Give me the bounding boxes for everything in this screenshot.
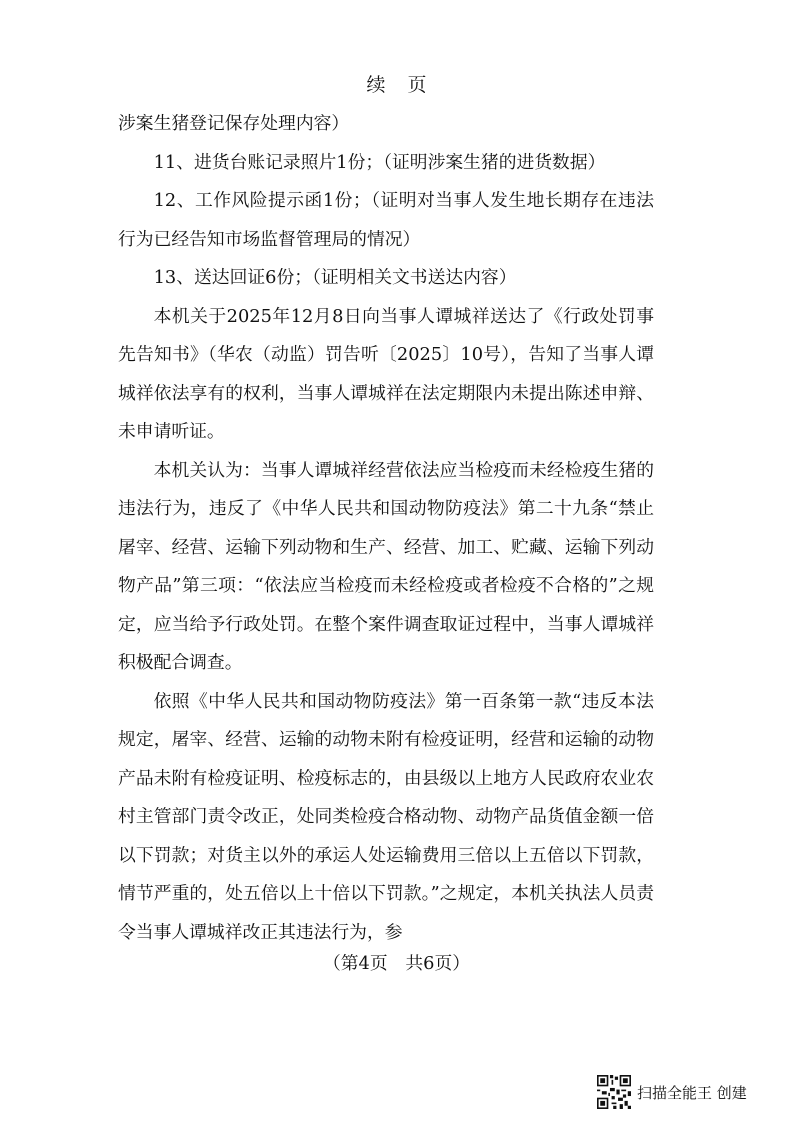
page-title: 续页: [366, 74, 449, 96]
paragraph-4: 13、送达回证6份；（证明相关文书送达内容）: [153, 267, 517, 288]
page-number: （第4页 共6页）: [322, 953, 471, 974]
watermark-text: 扫描全能王 创建: [637, 1083, 747, 1102]
paragraph-5: 本机关于2025年12月8日向当事人谭城祥送达了《行政处罚事先告知书》（华农（动监）罚告听〔2025〕10号），告知了当事人谭城祥依法享有的权利，当事人谭城祥在法定期限内未提出陈述申辩、未申请听证。: [118, 305, 654, 442]
paragraph-2: 11、进货台账记录照片1份；（证明涉案生猪的进货数据）: [153, 151, 606, 173]
scanner-watermark: [597, 1070, 747, 1114]
paragraph-6: 本机关认为：当事人谭城祥经营依法应当检疫而未经检疫生猪的违法行为，违反了《中华人民共和国动物防疫法》第二十九条“禁止屠宰、经营、运输下列动物和生产、经营、加工、贮藏、运输下列动物产品”第三项：“依法应当检疫而未经检疫或者检疫不合格的”之规定，应当给予行政处罚。在整个案件调查取证过程中，当事人谭城祥积极配合调查。: [118, 459, 654, 673]
qr-code-icon: [597, 1075, 631, 1109]
paragraph-1: 涉案生猪登记保存处理内容）: [118, 113, 350, 134]
paragraph-3: 12、工作风险提示函1份；（证明对当事人发生地长期存在违法行为已经告知市场监督管理局的情况）: [118, 190, 654, 250]
paragraph-7: 依照《中华人民共和国动物防疫法》第一百条第一款“违反本法规定，屠宰、经营、运输的动物未附有检疫证明，经营和运输的动物产品未附有检疫证明、检疫标志的，由县级以上地方人民政府农业农村主管部门责令改正，处同类检疫合格动物、动物产品货值金额一倍以下罚款；对货主以外的承运人处运输费用三倍以上五倍以下罚款，情节严重的，处五倍以上十倍以下罚款。”之规定，本机关执法人员责令当事人谭城祥改正其违法行为，参: [118, 690, 654, 943]
document-body: [118, 105, 654, 952]
